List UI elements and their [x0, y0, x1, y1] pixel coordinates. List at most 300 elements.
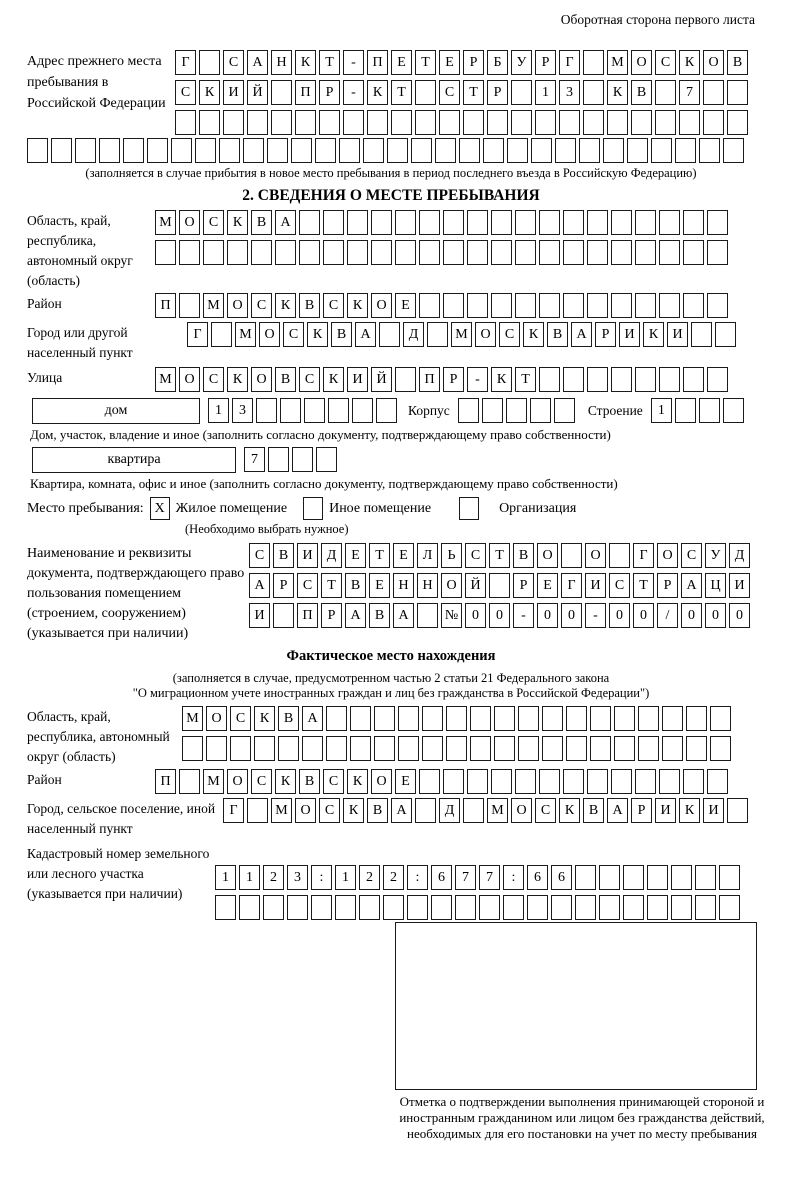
char-box[interactable] [683, 769, 704, 794]
char-box[interactable]: 0 [681, 603, 702, 628]
char-box[interactable] [542, 736, 563, 761]
char-box[interactable]: Т [391, 80, 412, 105]
char-box[interactable] [686, 706, 707, 731]
char-box[interactable] [587, 769, 608, 794]
char-box[interactable]: С [319, 798, 340, 823]
char-box[interactable] [683, 210, 704, 235]
char-box[interactable]: С [251, 769, 272, 794]
char-box[interactable]: А [681, 573, 702, 598]
char-box[interactable] [554, 398, 575, 423]
char-box[interactable]: Р [513, 573, 534, 598]
char-box[interactable]: Е [393, 543, 414, 568]
char-box[interactable]: С [230, 706, 251, 731]
char-box[interactable]: С [223, 50, 244, 75]
char-box[interactable] [590, 706, 611, 731]
char-box[interactable] [503, 895, 524, 920]
char-box[interactable]: 1 [335, 865, 356, 890]
char-box[interactable] [376, 398, 397, 423]
char-box[interactable]: Н [417, 573, 438, 598]
char-box[interactable]: С [249, 543, 270, 568]
char-box[interactable]: В [727, 50, 748, 75]
char-box[interactable] [611, 210, 632, 235]
char-box[interactable] [635, 240, 656, 265]
char-box[interactable] [507, 138, 528, 163]
char-box[interactable]: С [465, 543, 486, 568]
char-box[interactable] [179, 769, 200, 794]
char-box[interactable]: С [535, 798, 556, 823]
char-box[interactable] [395, 210, 416, 235]
char-box[interactable]: С [203, 367, 224, 392]
char-box[interactable] [419, 240, 440, 265]
char-box[interactable] [419, 293, 440, 318]
char-box[interactable]: Т [633, 573, 654, 598]
char-box[interactable] [275, 240, 296, 265]
char-box[interactable]: И [585, 573, 606, 598]
char-box[interactable]: : [407, 865, 428, 890]
char-box[interactable]: 3 [287, 865, 308, 890]
char-box[interactable]: А [571, 322, 592, 347]
char-box[interactable] [311, 895, 332, 920]
char-box[interactable] [339, 138, 360, 163]
char-box[interactable] [491, 769, 512, 794]
char-box[interactable]: Б [487, 50, 508, 75]
char-box[interactable] [256, 398, 277, 423]
char-box[interactable] [579, 138, 600, 163]
char-box[interactable] [374, 736, 395, 761]
char-box[interactable] [482, 398, 503, 423]
dom-type-box[interactable] [32, 398, 200, 424]
char-box[interactable] [123, 138, 144, 163]
char-box[interactable] [147, 138, 168, 163]
char-box[interactable]: 0 [609, 603, 630, 628]
char-box[interactable] [535, 110, 556, 135]
char-box[interactable] [51, 138, 72, 163]
char-box[interactable] [587, 367, 608, 392]
char-box[interactable] [219, 138, 240, 163]
char-box[interactable]: Е [537, 573, 558, 598]
char-box[interactable]: С [681, 543, 702, 568]
char-box[interactable]: П [297, 603, 318, 628]
char-box[interactable] [575, 865, 596, 890]
char-box[interactable] [391, 110, 412, 135]
char-box[interactable] [347, 240, 368, 265]
char-box[interactable]: К [275, 769, 296, 794]
char-box[interactable]: К [679, 798, 700, 823]
char-box[interactable] [723, 398, 744, 423]
char-box[interactable] [710, 706, 731, 731]
char-box[interactable]: С [297, 573, 318, 598]
char-box[interactable]: О [631, 50, 652, 75]
char-box[interactable] [315, 138, 336, 163]
char-box[interactable] [280, 398, 301, 423]
char-box[interactable]: 3 [232, 398, 253, 423]
char-box[interactable] [566, 706, 587, 731]
char-box[interactable]: К [227, 367, 248, 392]
char-box[interactable] [304, 398, 325, 423]
char-box[interactable] [506, 398, 527, 423]
char-box[interactable] [446, 706, 467, 731]
char-box[interactable]: 2 [359, 865, 380, 890]
char-box[interactable]: В [547, 322, 568, 347]
char-box[interactable]: О [585, 543, 606, 568]
char-box[interactable] [243, 138, 264, 163]
char-box[interactable]: А [607, 798, 628, 823]
char-box[interactable]: : [503, 865, 524, 890]
char-box[interactable] [707, 293, 728, 318]
char-box[interactable]: М [155, 367, 176, 392]
char-box[interactable] [335, 895, 356, 920]
char-box[interactable] [374, 706, 395, 731]
char-box[interactable]: Т [515, 367, 536, 392]
char-box[interactable] [659, 367, 680, 392]
char-box[interactable] [727, 110, 748, 135]
char-box[interactable] [563, 210, 584, 235]
char-box[interactable]: Д [729, 543, 750, 568]
char-box[interactable] [590, 736, 611, 761]
char-box[interactable]: Р [487, 80, 508, 105]
char-box[interactable] [575, 895, 596, 920]
char-box[interactable]: Г [561, 573, 582, 598]
char-box[interactable] [268, 447, 289, 472]
char-box[interactable] [273, 603, 294, 628]
char-box[interactable] [655, 80, 676, 105]
char-box[interactable] [247, 110, 268, 135]
char-box[interactable]: Т [463, 80, 484, 105]
checkbox-zhiloe[interactable]: X [150, 497, 170, 520]
char-box[interactable]: Ь [441, 543, 462, 568]
char-box[interactable] [467, 293, 488, 318]
char-box[interactable]: Е [345, 543, 366, 568]
char-box[interactable]: М [487, 798, 508, 823]
char-box[interactable] [407, 895, 428, 920]
char-box[interactable] [494, 736, 515, 761]
char-box[interactable] [417, 603, 438, 628]
char-box[interactable] [323, 240, 344, 265]
char-box[interactable]: - [343, 50, 364, 75]
char-box[interactable]: № [441, 603, 462, 628]
char-box[interactable] [287, 895, 308, 920]
char-box[interactable]: / [657, 603, 678, 628]
char-box[interactable]: М [607, 50, 628, 75]
char-box[interactable] [727, 798, 748, 823]
char-box[interactable] [455, 895, 476, 920]
checkbox-organizatsiya[interactable] [459, 497, 479, 520]
char-box[interactable]: А [302, 706, 323, 731]
char-box[interactable] [350, 706, 371, 731]
char-box[interactable] [291, 138, 312, 163]
char-box[interactable]: У [705, 543, 726, 568]
char-box[interactable] [439, 110, 460, 135]
char-box[interactable]: С [655, 50, 676, 75]
char-box[interactable] [635, 210, 656, 235]
char-box[interactable]: 0 [489, 603, 510, 628]
char-box[interactable] [539, 769, 560, 794]
char-box[interactable]: Д [439, 798, 460, 823]
char-box[interactable]: 0 [633, 603, 654, 628]
char-box[interactable]: - [467, 367, 488, 392]
char-box[interactable]: С [323, 769, 344, 794]
char-box[interactable] [611, 367, 632, 392]
char-box[interactable] [691, 322, 712, 347]
char-box[interactable]: К [607, 80, 628, 105]
char-box[interactable]: А [393, 603, 414, 628]
char-box[interactable]: И [703, 798, 724, 823]
char-box[interactable] [583, 80, 604, 105]
char-box[interactable]: И [655, 798, 676, 823]
char-box[interactable]: Ц [705, 573, 726, 598]
char-box[interactable]: О [511, 798, 532, 823]
char-box[interactable]: С [609, 573, 630, 598]
char-box[interactable] [463, 110, 484, 135]
char-box[interactable] [367, 110, 388, 135]
char-box[interactable] [371, 240, 392, 265]
char-box[interactable] [583, 110, 604, 135]
char-box[interactable] [607, 110, 628, 135]
char-box[interactable] [683, 367, 704, 392]
char-box[interactable]: К [343, 798, 364, 823]
char-box[interactable]: А [275, 210, 296, 235]
char-box[interactable] [542, 706, 563, 731]
char-box[interactable]: Е [369, 573, 390, 598]
char-box[interactable] [415, 110, 436, 135]
char-box[interactable]: М [203, 769, 224, 794]
char-box[interactable] [278, 736, 299, 761]
char-box[interactable] [470, 736, 491, 761]
char-box[interactable] [494, 706, 515, 731]
char-box[interactable]: В [583, 798, 604, 823]
char-box[interactable]: В [278, 706, 299, 731]
char-box[interactable] [491, 210, 512, 235]
char-box[interactable] [446, 736, 467, 761]
char-box[interactable]: К [199, 80, 220, 105]
char-box[interactable]: К [643, 322, 664, 347]
char-box[interactable] [566, 736, 587, 761]
char-box[interactable] [515, 210, 536, 235]
char-box[interactable] [379, 322, 400, 347]
char-box[interactable] [443, 210, 464, 235]
char-box[interactable]: Й [371, 367, 392, 392]
char-box[interactable] [155, 240, 176, 265]
char-box[interactable]: К [275, 293, 296, 318]
char-box[interactable] [614, 706, 635, 731]
char-box[interactable]: У [511, 50, 532, 75]
char-box[interactable] [515, 293, 536, 318]
char-box[interactable] [199, 50, 220, 75]
char-box[interactable]: 1 [535, 80, 556, 105]
char-box[interactable] [387, 138, 408, 163]
char-box[interactable] [623, 865, 644, 890]
char-box[interactable] [491, 240, 512, 265]
char-box[interactable]: С [203, 210, 224, 235]
char-box[interactable] [559, 110, 580, 135]
char-box[interactable] [299, 210, 320, 235]
char-box[interactable]: Е [391, 50, 412, 75]
char-box[interactable]: 2 [383, 865, 404, 890]
char-box[interactable] [703, 80, 724, 105]
char-box[interactable]: К [254, 706, 275, 731]
char-box[interactable] [707, 240, 728, 265]
char-box[interactable]: А [391, 798, 412, 823]
char-box[interactable]: Р [321, 603, 342, 628]
char-box[interactable] [179, 293, 200, 318]
char-box[interactable] [230, 736, 251, 761]
confirmation-stamp-box[interactable] [395, 922, 757, 1090]
char-box[interactable] [635, 769, 656, 794]
char-box[interactable] [398, 706, 419, 731]
char-box[interactable] [563, 769, 584, 794]
char-box[interactable] [458, 398, 479, 423]
char-box[interactable]: С [251, 293, 272, 318]
char-box[interactable] [563, 240, 584, 265]
char-box[interactable]: 0 [729, 603, 750, 628]
char-box[interactable] [611, 293, 632, 318]
char-box[interactable] [239, 895, 260, 920]
char-box[interactable] [326, 736, 347, 761]
char-box[interactable] [563, 293, 584, 318]
char-box[interactable] [611, 240, 632, 265]
char-box[interactable]: В [299, 293, 320, 318]
char-box[interactable] [326, 706, 347, 731]
char-box[interactable] [223, 110, 244, 135]
char-box[interactable]: 7 [479, 865, 500, 890]
char-box[interactable]: Е [439, 50, 460, 75]
char-box[interactable] [299, 240, 320, 265]
char-box[interactable] [563, 367, 584, 392]
char-box[interactable]: В [631, 80, 652, 105]
char-box[interactable]: А [249, 573, 270, 598]
char-box[interactable] [328, 398, 349, 423]
char-box[interactable] [483, 138, 504, 163]
char-box[interactable] [491, 293, 512, 318]
char-box[interactable]: И [619, 322, 640, 347]
char-box[interactable]: Д [321, 543, 342, 568]
char-box[interactable] [398, 736, 419, 761]
char-box[interactable] [463, 798, 484, 823]
char-box[interactable]: О [371, 769, 392, 794]
char-box[interactable] [427, 322, 448, 347]
char-box[interactable] [555, 138, 576, 163]
char-box[interactable]: 0 [537, 603, 558, 628]
char-box[interactable] [206, 736, 227, 761]
char-box[interactable]: Л [417, 543, 438, 568]
char-box[interactable] [511, 110, 532, 135]
char-box[interactable]: 1 [651, 398, 672, 423]
char-box[interactable] [215, 895, 236, 920]
char-box[interactable] [179, 240, 200, 265]
char-box[interactable]: О [537, 543, 558, 568]
char-box[interactable] [271, 80, 292, 105]
char-box[interactable] [371, 210, 392, 235]
char-box[interactable]: О [227, 293, 248, 318]
char-box[interactable] [295, 110, 316, 135]
char-box[interactable]: 7 [244, 447, 265, 472]
char-box[interactable]: Т [489, 543, 510, 568]
char-box[interactable] [671, 895, 692, 920]
char-box[interactable]: И [729, 573, 750, 598]
char-box[interactable] [435, 138, 456, 163]
char-box[interactable] [631, 110, 652, 135]
char-box[interactable]: Е [395, 769, 416, 794]
char-box[interactable]: К [523, 322, 544, 347]
char-box[interactable] [267, 138, 288, 163]
char-box[interactable] [411, 138, 432, 163]
char-box[interactable]: О [475, 322, 496, 347]
char-box[interactable] [518, 736, 539, 761]
char-box[interactable] [609, 543, 630, 568]
char-box[interactable] [727, 80, 748, 105]
char-box[interactable] [359, 895, 380, 920]
char-box[interactable] [723, 138, 744, 163]
char-box[interactable]: К [307, 322, 328, 347]
char-box[interactable] [251, 240, 272, 265]
char-box[interactable]: К [295, 50, 316, 75]
char-box[interactable] [75, 138, 96, 163]
char-box[interactable] [699, 138, 720, 163]
char-box[interactable] [599, 865, 620, 890]
char-box[interactable] [527, 895, 548, 920]
char-box[interactable]: Р [631, 798, 652, 823]
char-box[interactable]: М [235, 322, 256, 347]
char-box[interactable]: М [203, 293, 224, 318]
char-box[interactable]: К [491, 367, 512, 392]
char-box[interactable]: Р [273, 573, 294, 598]
char-box[interactable]: Н [271, 50, 292, 75]
char-box[interactable] [683, 240, 704, 265]
char-box[interactable] [203, 240, 224, 265]
char-box[interactable]: И [249, 603, 270, 628]
char-box[interactable]: В [367, 798, 388, 823]
char-box[interactable]: Р [443, 367, 464, 392]
char-box[interactable]: Н [393, 573, 414, 598]
char-box[interactable]: А [345, 603, 366, 628]
char-box[interactable] [515, 769, 536, 794]
char-box[interactable] [662, 736, 683, 761]
char-box[interactable]: В [299, 769, 320, 794]
char-box[interactable] [254, 736, 275, 761]
char-box[interactable] [703, 110, 724, 135]
char-box[interactable] [479, 895, 500, 920]
char-box[interactable] [638, 706, 659, 731]
char-box[interactable]: 6 [527, 865, 548, 890]
char-box[interactable]: О [206, 706, 227, 731]
char-box[interactable] [323, 210, 344, 235]
char-box[interactable] [635, 367, 656, 392]
char-box[interactable]: 6 [431, 865, 452, 890]
char-box[interactable] [719, 865, 740, 890]
char-box[interactable]: Т [415, 50, 436, 75]
char-box[interactable]: О [657, 543, 678, 568]
char-box[interactable]: И [223, 80, 244, 105]
char-box[interactable]: 2 [263, 865, 284, 890]
char-box[interactable]: - [585, 603, 606, 628]
char-box[interactable]: П [419, 367, 440, 392]
char-box[interactable] [171, 138, 192, 163]
char-box[interactable] [443, 293, 464, 318]
char-box[interactable] [675, 138, 696, 163]
char-box[interactable] [530, 398, 551, 423]
char-box[interactable]: С [439, 80, 460, 105]
char-box[interactable] [659, 293, 680, 318]
char-box[interactable]: С [175, 80, 196, 105]
char-box[interactable] [415, 798, 436, 823]
char-box[interactable] [316, 447, 337, 472]
char-box[interactable]: М [271, 798, 292, 823]
char-box[interactable] [511, 80, 532, 105]
char-box[interactable] [647, 895, 668, 920]
char-box[interactable] [182, 736, 203, 761]
char-box[interactable]: М [182, 706, 203, 731]
char-box[interactable]: И [667, 322, 688, 347]
